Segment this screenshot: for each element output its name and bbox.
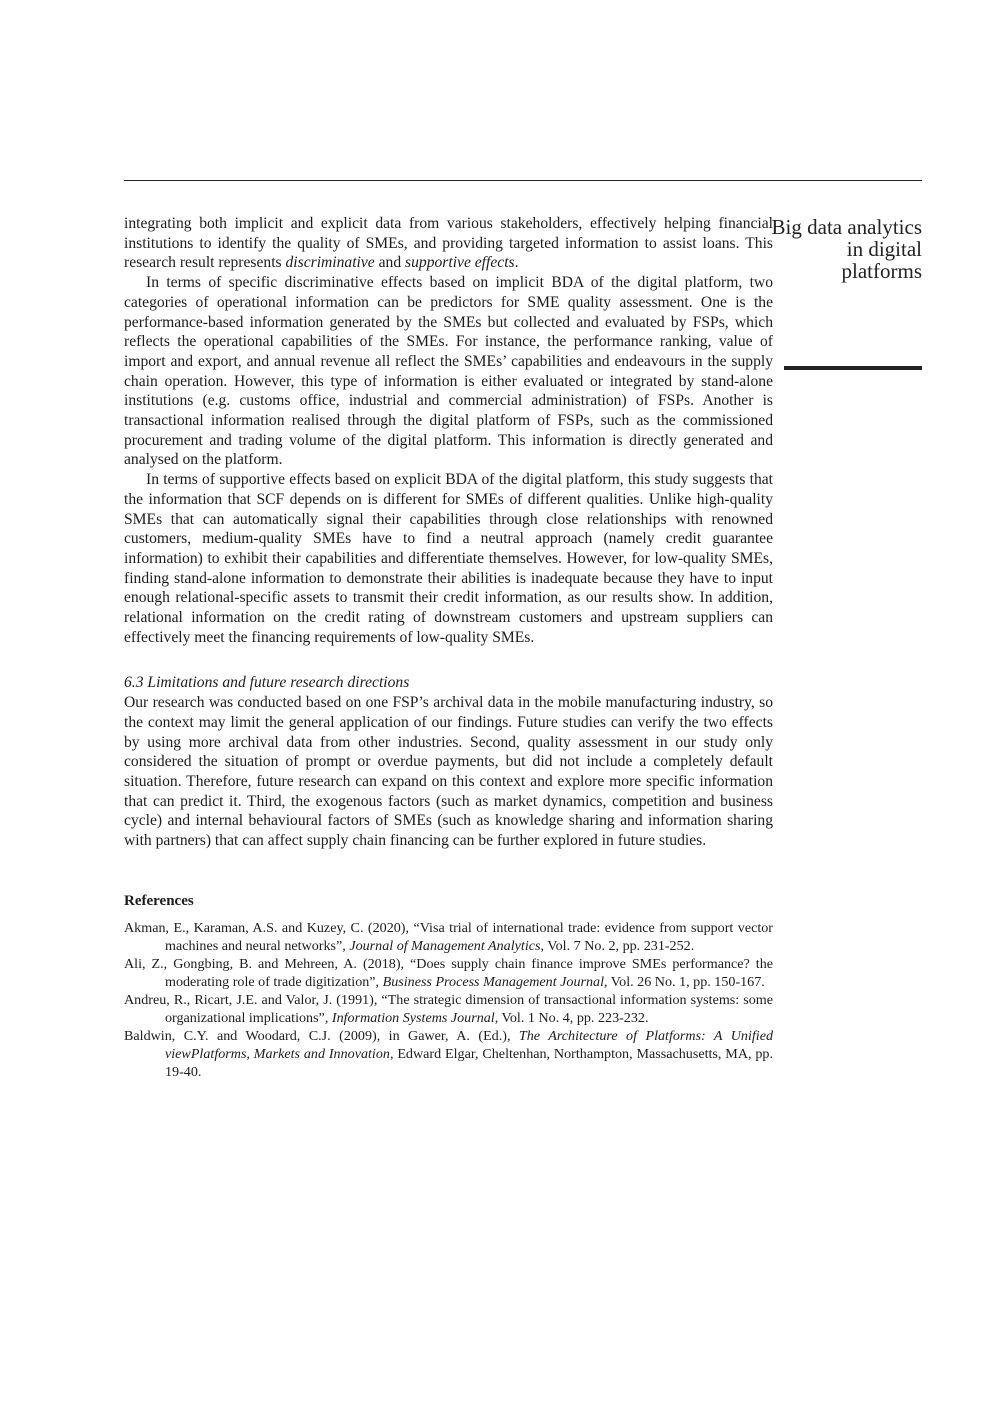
main-text-column	[124, 214, 773, 1081]
references-heading: References	[124, 892, 194, 909]
running-title: Big data analytics in digital platforms	[771, 215, 922, 283]
term-discriminative: discriminative	[285, 254, 375, 272]
reference-details: , Vol. 7 No. 2, pp. 231-252.	[540, 937, 695, 954]
reference-source: Journal of Management Analytics	[349, 937, 541, 954]
paragraph-1	[124, 214, 773, 273]
header-rule	[124, 180, 922, 181]
reference-text: Andreu, R., Ricart, J.E. and Valor, J. (1991), “The strategic dimension of transactional information systems: some organizational implications”,	[124, 991, 773, 1026]
reference-text: Baldwin, C.Y. and Woodard, C.J. (2009), in Gawer, A. (Ed.),	[124, 1027, 519, 1044]
paragraph-1-text-e: .	[514, 254, 519, 272]
reference-item	[124, 991, 773, 1027]
reference-details: , Edward Elgar, Cheltenhan, Northampton, Massachusetts, MA, pp. 19-40.	[165, 1045, 773, 1080]
paragraph-3: In terms of supportive effects based on explicit BDA of the digital platform, this study suggests that the information that SCF depends on is different for SMEs of different qualities. Unlike high-quality SMEs that can automatically signal their capabilities through close relationships with renowned customers, medium-quality SMEs have to find a neutral approach (namely credit guarantee information) to exhibit their capabilities and differentiate themselves. However, for low-quality SMEs, finding stand-alone information to demonstrate their abilities is inadequate because they have to input enough relational-specific assets to transmit their credit information, as our results show. In addition, relational information on the credit rating of downstream customers and upstream suppliers can effectively meet the financing requirements of low-quality SMEs.	[124, 471, 773, 646]
running-title-rule	[784, 366, 922, 370]
reference-item	[124, 919, 773, 955]
references-list	[124, 919, 773, 1081]
reference-details: , Vol. 1 No. 4, pp. 223-232.	[494, 1009, 649, 1026]
paragraph-2: In terms of specific discriminative effects based on implicit BDA of the digital platform, two categories of operational information can be predictors for SME quality assessment. One is the performance-based information generated by the SMEs but collected and evaluated by FSPs, which reflects the operational capabilities of the SMEs. For instance, the performance ranking, value of import and export, and annual revenue all reflect the SMEs’ capabilities and endeavours in the supply chain operation. However, this type of information is either evaluated or integrated by stand-alone institutions (e.g. customs office, industrial and commercial administration) of FSPs. Another is transactional information realised through the digital platform of FSPs, such as the commissioned procurement and trading volume of the digital platform. This information is directly generated and analysed on the platform.	[124, 274, 773, 469]
reference-item	[124, 1027, 773, 1081]
reference-text: Akman, E., Karaman, A.S. and Kuzey, C. (2020), “Visa trial of international trade: evidence from support vector machines and neural networks”,	[124, 919, 773, 954]
section-heading: 6.3 Limitations and future research directions	[124, 674, 410, 692]
paragraph-1-text-a: integrating both implicit and explicit data from various stakeholders, effectively helping financial institutions to identify the quality of SMEs, and providing targeted information to assist loans. This research result represents	[124, 215, 773, 272]
reference-details: , Vol. 26 No. 1, pp. 150-167.	[604, 973, 765, 990]
reference-source: Information Systems Journal	[331, 1009, 495, 1026]
reference-source: Business Process Management Journal	[382, 973, 605, 990]
section-paragraph: Our research was conducted based on one FSP’s archival data in the mobile manufacturing industry, so the context may limit the general application of our findings. Future studies can verify the two effects by using more archival data from other industries. Second, quality assessment in our study only considered the situation of prompt or overdue payments, but did not include a completely default situation. Therefore, future research can expand on this context and explore more specific information that can predict it. Third, the exogenous factors (such as market dynamics, competition and business cycle) and internal behavioural factors of SMEs (such as knowledge sharing and information sharing with partners) that can affect supply chain financing can be further explored in future studies.	[124, 694, 773, 850]
term-supportive-effects: supportive effects	[405, 254, 515, 272]
reference-source: The Architecture of Platforms: A Unified viewPlatforms, Markets and Innovation	[165, 1027, 773, 1062]
reference-item	[124, 955, 773, 991]
reference-text: Ali, Z., Gongbing, B. and Mehreen, A. (2018), “Does supply chain finance improve SMEs performance? the moderating role of trade digitization”,	[124, 955, 773, 990]
paragraph-1-text-c: and	[374, 254, 406, 272]
